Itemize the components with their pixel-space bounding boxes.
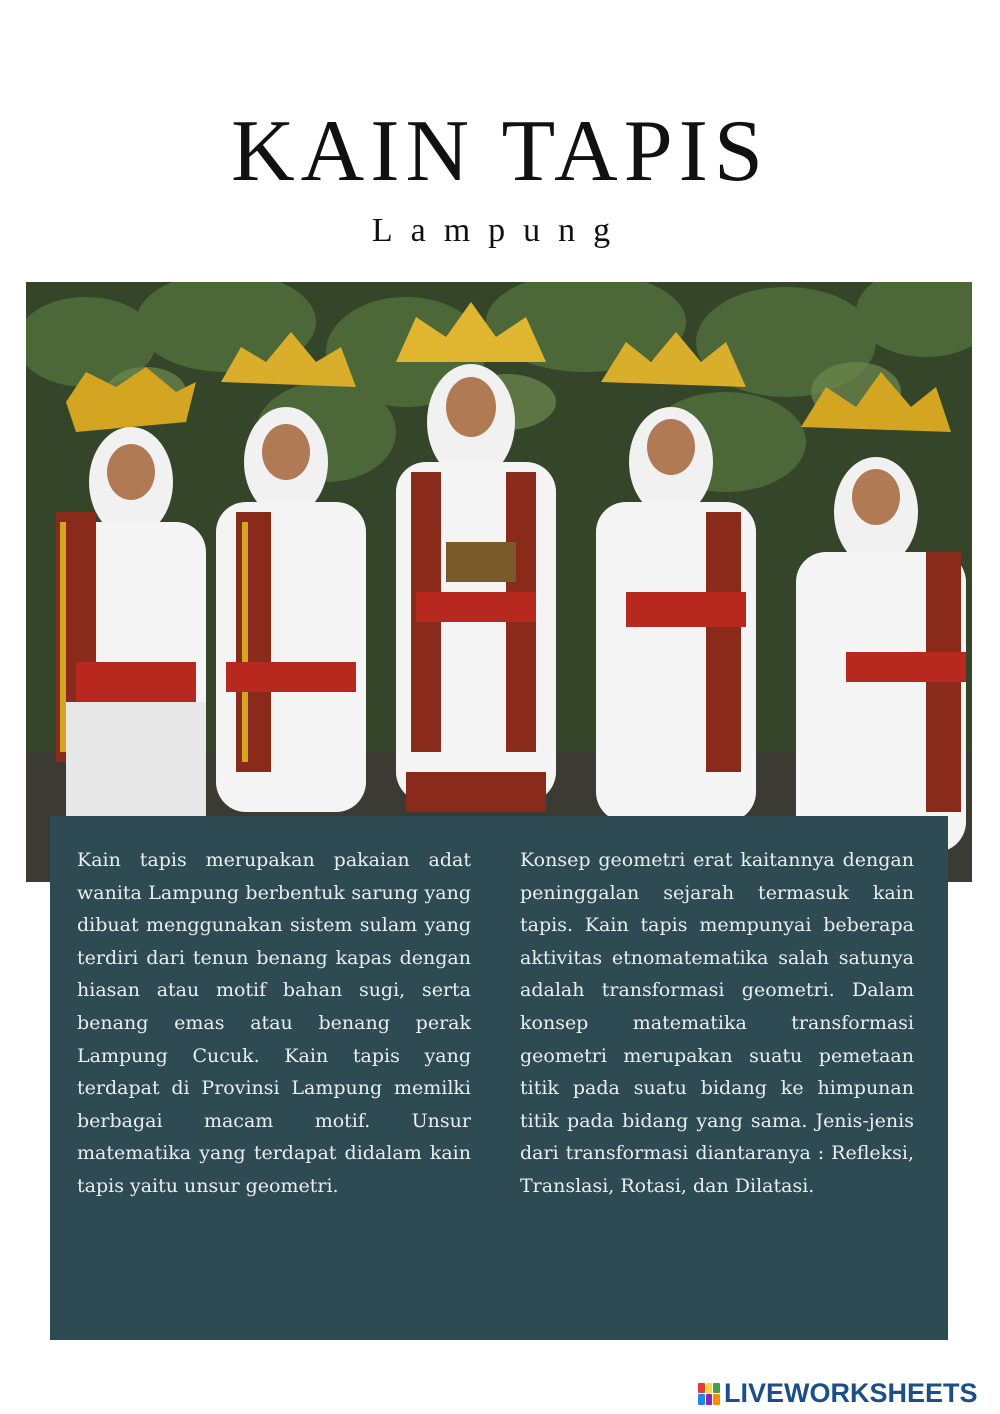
brand-name: LIVEWORKSHEETS (724, 1378, 978, 1408)
left-paragraph: Kain tapis merupakan pakaian adat wanita Lampung berbentuk sarung yang dibuat menggunakan sistem sulam yang terdiri dari tenun benang kapas dengan hiasan atau motif bahan sugi, serta benang emas atau benang perak Lampung Cucuk. Kain tapis yang terdapat di Provinsi Lampung memilki berbagai macam motif. Unsur matematika yang terdapat didalam kain tapis yaitu unsur geometri. (77, 849, 471, 1197)
page-subtitle: Lampung (371, 212, 629, 249)
photo-dancers-image (26, 282, 972, 882)
liveworksheets-logo (698, 1378, 978, 1409)
right-paragraph: Konsep geometri erat kaitannya dengan peninggalan sejarah termasuk kain tapis. Kain tapis mempunyai beberapa aktivitas etnomatematika salah satunya adalah transformasi geometri. Dalam konsep matematika transformasi geometri merupakan suatu pemetaan titik pada suatu bidang ke himpunan titik pada bidang yang sama. Jenis-jenis dari transformasi diantaranya : Refleksi, Translasi, Rotasi, dan Dilatasi. (520, 849, 914, 1197)
liveworksheets-icon (698, 1383, 720, 1405)
page-title: KAIN TAPIS (231, 103, 769, 200)
